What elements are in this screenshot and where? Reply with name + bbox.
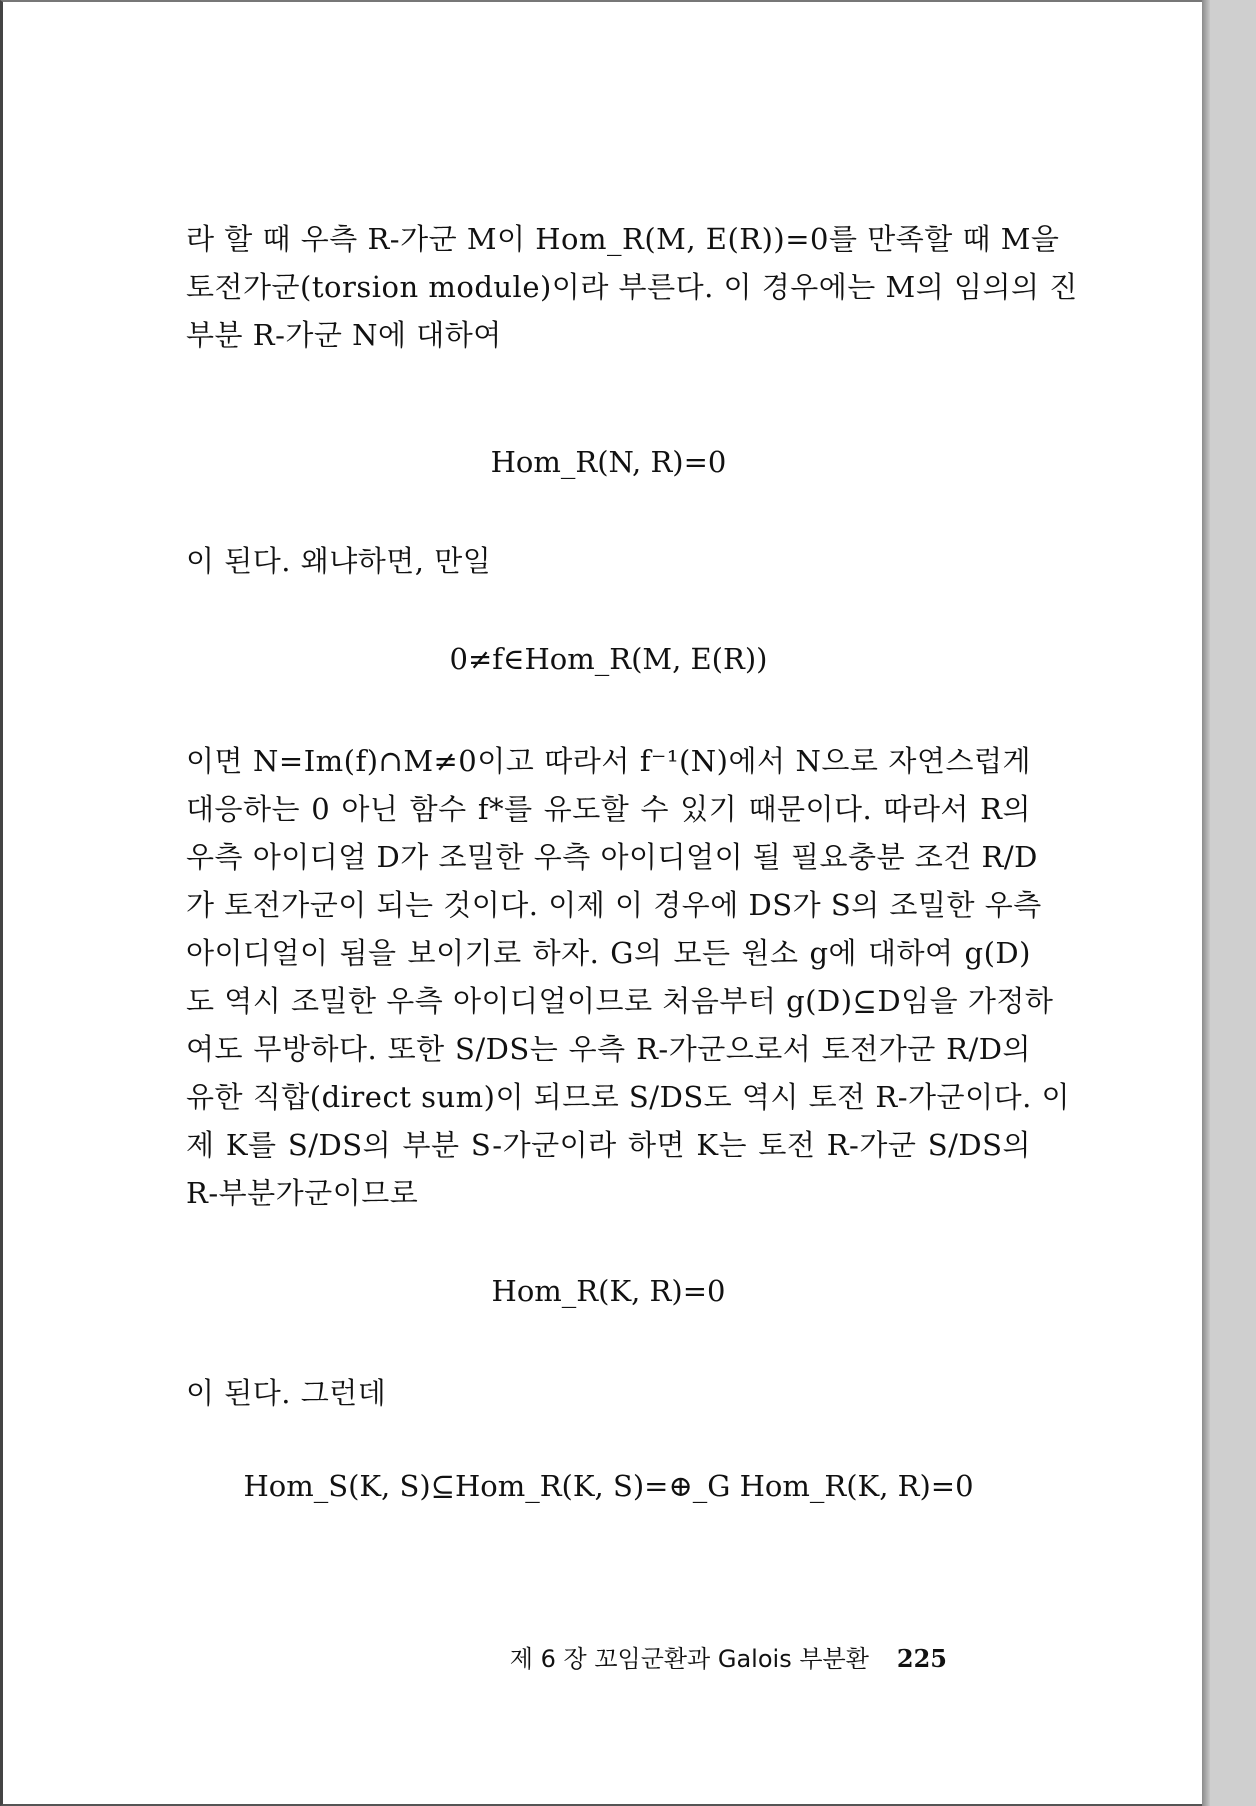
paragraph-4 [186, 1369, 1031, 1417]
text-line: 대응하는 0 아닌 함수 f*를 유도할 수 있기 때문이다. 따라서 R의 [186, 792, 1031, 826]
text-line: 라 할 때 우측 R-가군 M이 Hom_R(M, E(R))=0를 만족할 때 M을 [186, 222, 1060, 256]
text-line: 유한 직합(direct sum)이 되므로 S/DS도 역시 토전 R-가군이다. 이 [186, 1080, 1071, 1114]
text-line: 가 토전가군이 되는 것이다. 이제 이 경우에 DS가 S의 조밀한 우측 [186, 888, 1042, 922]
paragraph-2 [186, 537, 1031, 585]
text-line: 제 K를 S/DS의 부분 S-가군이라 하면 K는 토전 R-가군 S/DS의 [186, 1128, 1031, 1162]
page-footer [510, 1639, 947, 1674]
text-line: R-부분가군이므로 [186, 1176, 419, 1210]
text-line: 이 된다. 왜냐하면, 만일 [186, 544, 492, 578]
equation-1: Hom_R(N, R)=0 [490, 445, 727, 479]
chapter-title: 제 6 장 꼬임군환과 Galois 부분환 [509, 1645, 869, 1673]
equation-2: 0≠f∈Hom_R(M, E(R)) [449, 642, 768, 676]
paragraph-3 [186, 737, 1071, 1217]
text-line: 아이디얼이 됨을 보이기로 하자. G의 모든 원소 g에 대하여 g(D) [186, 936, 1031, 970]
text-line: 이면 N=Im(f)∩M≠0이고 따라서 f⁻¹(N)에서 N으로 자연스럽게 [186, 744, 1031, 778]
equation-3: Hom_R(K, R)=0 [491, 1274, 726, 1308]
text-line: 우측 아이디얼 D가 조밀한 우측 아이디얼이 될 필요충분 조건 R/D [186, 840, 1038, 874]
text-line: 부분 R-가군 N에 대하여 [186, 318, 502, 352]
page-number: 225 [896, 1644, 947, 1673]
page-edge-shadow [1202, 0, 1210, 1806]
text-line: 이 된다. 그런데 [186, 1376, 387, 1410]
paragraph-1 [186, 215, 1078, 359]
equation-4: Hom_S(K, S)⊆Hom_R(K, S)=⊕_G Hom_R(K, R)=0 [243, 1469, 974, 1503]
text-line: 여도 무방하다. 또한 S/DS는 우측 R-가군으로서 토전가군 R/D의 [186, 1032, 1031, 1066]
text-line: 도 역시 조밀한 우측 아이디얼이므로 처음부터 g(D)⊆D임을 가정하 [186, 984, 1054, 1018]
text-line: 토전가군(torsion module)이라 부른다. 이 경우에는 M의 임의의 진 [186, 270, 1078, 304]
